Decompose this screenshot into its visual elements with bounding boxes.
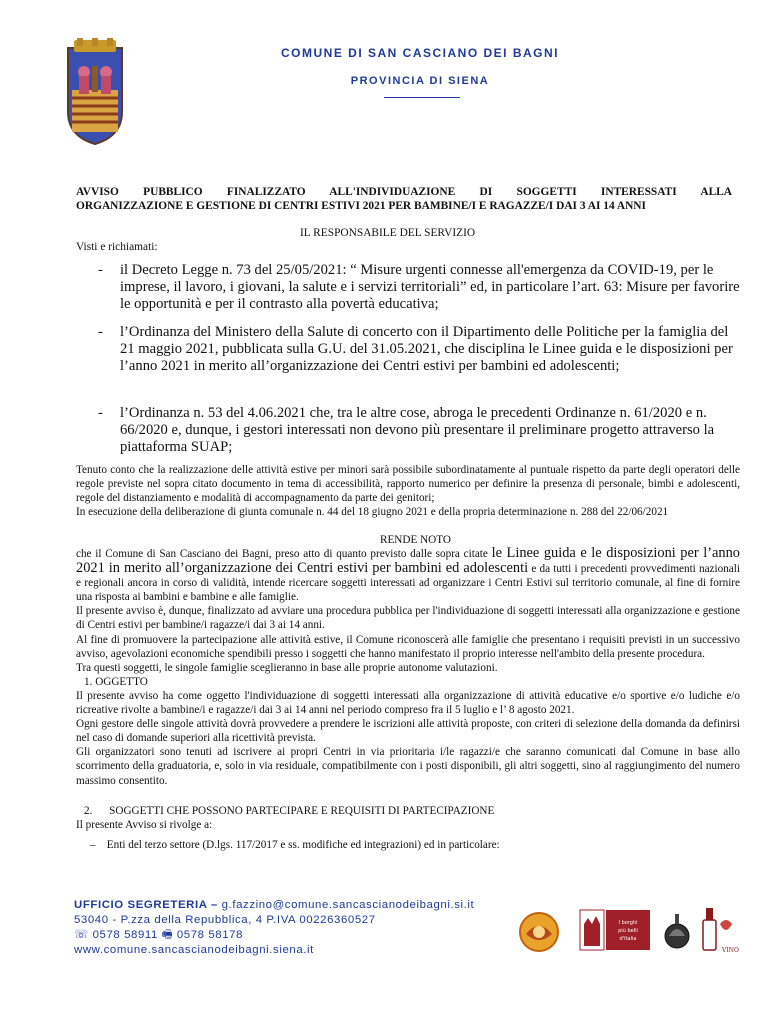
section-2-list-text: Enti del terzo settore (D.lgs. 117/2017 e ss. modifiche ed integrazioni) ed in particolare:	[106, 838, 500, 851]
rende-noto-paragraph	[76, 546, 740, 604]
list-dash: -	[98, 262, 103, 278]
rende-noto-heading: RENDE NOTO	[380, 534, 451, 546]
list-item	[76, 262, 740, 314]
section-1-heading: 1. OGGETTO	[84, 675, 148, 688]
comune-heading: COMUNE DI SAN CASCIANO DEI BAGNI	[280, 46, 559, 60]
footer-email-link[interactable]: g.fazzino@comune.sancascianodeibagni.si.it	[221, 899, 475, 911]
bell-emblem-logo	[662, 906, 692, 956]
esecuzione-paragraph: In esecuzione della deliberazione di giunta comunale n. 44 del 18 giugno 2021 e della propria determinazione n. 288 del 22/06/2021	[76, 506, 669, 519]
avviso-title-line-1: AVVISO PUBBLICO FINALIZZATO ALL'INDIVIDUAZIONE DI SOGGETTI INTERESSATI ALLA	[76, 186, 732, 198]
footer-phone: ☏ 0578 58911 🖷 0578 58178	[74, 929, 244, 941]
list-item	[76, 405, 740, 457]
section-2-number: 2.	[84, 804, 93, 817]
footer-contacts	[74, 898, 474, 958]
tenuto-conto-paragraph: Tenuto conto che la realizzazione delle attività estive per minori sarà possibile subordinatamente al puntuale rispetto da parte degli operatori delle regole previste nel sopra citato documento in tema di accessibilità, rapporto numerico per definire la presenza di personale, bimbi e adolescenti, regole del distanziamento e modalità di accompagnamento da parte dei genitori;	[76, 464, 740, 505]
list-item	[76, 324, 740, 376]
borghi-piu-belli-logo	[578, 906, 652, 956]
list-dash: -	[98, 324, 103, 340]
visti-label: Visti e richiamati:	[76, 241, 158, 253]
section-2-title: SOGGETTI CHE POSSONO PARTECIPARE E REQUISITI DI PARTECIPAZIONE	[109, 804, 495, 817]
section-2-heading	[76, 804, 740, 818]
comune-crest-logo	[62, 40, 128, 148]
provincia-heading: PROVINCIA DI SIENA	[350, 75, 490, 87]
section-2-paragraph: Il presente Avviso si rivolge a:	[76, 818, 213, 831]
footer-address: 53040 - P.zza della Repubblica, 4 P.IVA 00226360527	[74, 914, 376, 926]
tra-paragraph: Tra questi soggetti, le singole famiglie sceglieranno in base alle proprie autonome valutazioni.	[76, 661, 498, 674]
svg-text:VINO: VINO	[722, 947, 739, 954]
main-body	[76, 546, 740, 852]
borghi-logo-text: I borghi	[618, 920, 638, 926]
rende-text-b: le Linee guida e le disposizioni per l’anno 2021 in merito all’organizzazione dei Centri estivi per bambini ed adolescenti	[76, 545, 740, 577]
footer-office: UFFICIO SEGRETERIA –	[74, 899, 218, 911]
header-divider	[384, 97, 460, 98]
wine-bottle-logo	[700, 906, 739, 956]
list-item-text: il Decreto Legge n. 73 del 25/05/2021: “ Misure urgenti connesse all'emergenza da COVID-19, per le imprese, il lavoro, i giovani, la salute e i servizi territoriali” ed, in particolare l’art. 63: Misure per favorire le opportunità e per il contrasto alla povertà educativa;	[120, 262, 740, 313]
responsabile-heading: IL RESPONSABILE DEL SERVIZIO	[300, 227, 476, 239]
svg-text:più belli: più belli	[618, 928, 638, 934]
section-1-paragraph-3: Gli organizzatori sono tenuti ad iscrivere ai propri Centri in via prioritaria i/le ragazzi/e che saranno comunicati dal Comune in base allo scorrimento della graduatoria, e, solo in via residuale, compatibilmente con i posti disponibili, gli altri soggetti, sino al raggiungimento del numero massimo consentito.	[76, 746, 740, 787]
list-item-text: l’Ordinanza del Ministero della Salute di concerto con il Dipartimento delle Politiche per la famiglia del 21 maggio 2021, pubblicata sulla G.U. del 31.05.2021, che disciplina le Linee guida e le disposizioni per l’anno 2021 in merito all’organizzazione dei Centri estivi per bambini ed adolescenti;	[120, 324, 733, 375]
section-2-list-item: – Enti del terzo settore (D.lgs. 117/2017 e ss. modifiche ed integrazioni) ed in particolare:	[90, 838, 500, 851]
section-1-paragraph-2: Ogni gestore delle singole attività dovrà provvedere a prendere le iscrizioni alle attività proposte, con criteri di selezione della domanda da definirsi nel caso di domande superiori alla ricettività prevista.	[76, 718, 740, 745]
avviso-title	[76, 185, 732, 213]
footer-office-line	[74, 898, 474, 913]
svg-text:d'Italia: d'Italia	[619, 936, 637, 942]
list-dash: -	[98, 405, 103, 421]
avviso-title-line-2: ORGANIZZAZIONE E GESTIONE DI CENTRI ESTIVI 2021 PER BAMBINE/I E RAGAZZE/I DAI 3 AI 14 ANNI	[76, 200, 646, 212]
rende-text-a: che il Comune di San Casciano dei Bagni, preso atto di quanto previsto dalle sopra citate	[76, 548, 488, 560]
fine-paragraph: Al fine di promuovere la partecipazione alle attività estive, il Comune riconoscerà alle famiglie che presentano i requisiti previsti in un successivo avviso, agevolazioni economiche spendibili presso i soggetti che hanno manifestato il proprio interesse nell'ambito della presente procedura.	[76, 633, 740, 660]
presente-paragraph: Il presente avviso è, dunque, finalizzato ad avviare una procedura pubblica per l'individuazione di soggetti interessati alla organizzazione e gestione di Centri estivi per bambine/i ragazze/i dai 3 ai 14 anni.	[76, 605, 740, 632]
footer-website-link[interactable]: www.comune.sancascianodeibagni.siena.it	[74, 944, 314, 956]
section-1-paragraph-1: Il presente avviso ha come oggetto l'individuazione di soggetti interessati alla organizzazione di attività educative e/o sportive e/o ludiche e/o ricreative rivolte a bambine/i e ragazze/i dai 3 ai 14 anni nel periodo compreso fra il 5 luglio e l’ 8 agosto 2021.	[76, 689, 740, 717]
list-item-text: l’Ordinanza n. 53 del 4.06.2021 che, tra le altre cose, abroga le precedenti Ordinanze n. 61/2020 e n. 66/2020 e, dunque, i gestori interessati non devono più presentare il preliminare progetto attraverso la piattaforma SUAP;	[120, 405, 715, 456]
premessa-block	[76, 463, 740, 519]
rende-text-c: e da tutti i precedenti provvedimenti nazionali e regionali ancora in corso di validità, intende ricercare soggetti interessati ad organizzare i Centri Estivi sul territorio comunale, al fine di fornire una risposta ai bambini e bambine e alle famiglie.	[76, 563, 740, 604]
round-emblem-logo	[518, 906, 560, 956]
